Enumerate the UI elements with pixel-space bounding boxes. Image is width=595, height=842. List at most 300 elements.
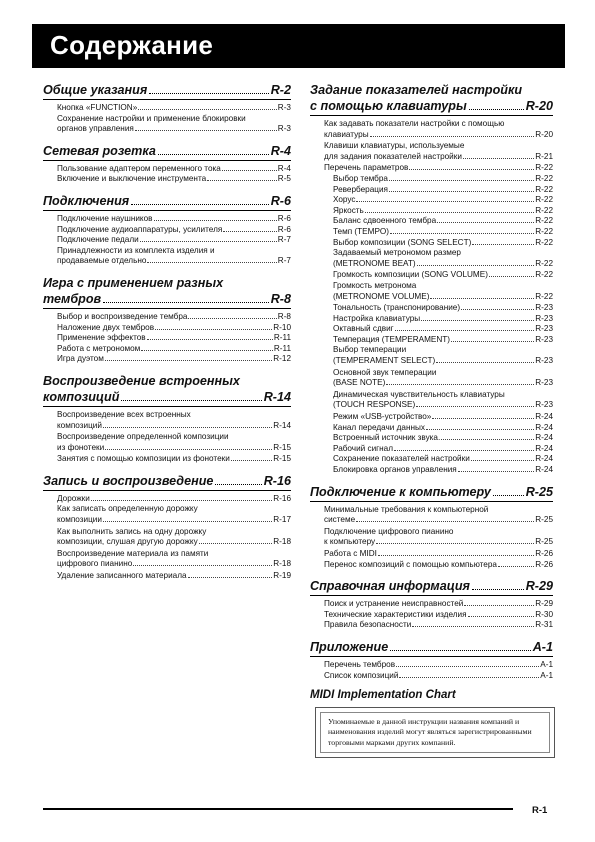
toc-entry-link[interactable] — [43, 432, 291, 453]
toc-entry-link[interactable] — [310, 527, 553, 548]
dot-leader — [432, 418, 534, 419]
section-heading-page: R-8 — [270, 291, 291, 306]
entry-line — [57, 225, 291, 236]
section-heading-line — [43, 473, 291, 489]
dot-leader — [441, 439, 534, 440]
dot-leader — [463, 158, 534, 159]
dot-leader — [199, 543, 273, 544]
entry-page: R-22 — [535, 163, 553, 173]
toc-subentry-link[interactable] — [310, 368, 553, 389]
entry-line — [324, 599, 553, 610]
entry-line — [57, 256, 291, 267]
entry-text: Блокировка органов управления — [333, 465, 457, 474]
entry-page: R-21 — [535, 151, 553, 161]
toc-subentry-link[interactable] — [310, 390, 553, 411]
entry-line — [333, 412, 553, 423]
toc-subentry-link[interactable] — [310, 303, 553, 314]
entry-text: Список композиций — [324, 670, 399, 680]
entry-text: Включение и выключение инструмента — [57, 174, 207, 184]
entry-line — [57, 527, 291, 538]
entry-line — [324, 549, 553, 560]
toc-section — [310, 82, 553, 476]
entry-text: композиции — [57, 515, 102, 525]
entry-text: Игра дуэтом — [57, 354, 104, 364]
section-heading-link[interactable] — [43, 275, 291, 309]
entry-page: R-22 — [535, 291, 553, 301]
entry-page: R-22 — [535, 226, 553, 236]
entry-line — [57, 443, 291, 454]
entry-page: R-15 — [273, 442, 291, 452]
toc-right-column — [310, 82, 553, 758]
entry-page: R-23 — [535, 313, 553, 323]
entry-page: R-22 — [535, 173, 553, 183]
toc-entry-link[interactable] — [43, 246, 291, 267]
toc-entry-link[interactable] — [43, 571, 291, 582]
toc-entry-link[interactable] — [310, 599, 553, 610]
toc-subentry-link[interactable] — [310, 174, 553, 185]
entry-line — [324, 515, 553, 526]
entry-line — [333, 195, 553, 206]
entry-page: R-8 — [277, 311, 291, 321]
section-heading-line — [310, 484, 553, 500]
entry-page: R-6 — [277, 224, 291, 234]
section-heading-line — [310, 82, 553, 98]
entry-text: Принадлежности из комплекта изделия и — [57, 245, 215, 255]
entry-text: Громкость композиции (SONG VOLUME) — [333, 270, 488, 280]
section-heading-link[interactable] — [310, 639, 553, 657]
entry-line — [57, 164, 291, 175]
toc-entry-link[interactable] — [43, 527, 291, 548]
toc-entry-link[interactable] — [43, 323, 291, 334]
section-heading-line — [310, 578, 553, 594]
dot-leader — [489, 276, 534, 277]
toc-entry-link[interactable] — [310, 671, 553, 682]
entry-line — [333, 227, 553, 238]
dot-leader — [370, 136, 535, 137]
entry-line — [324, 671, 553, 682]
section-heading-text: Запись и воспроизведение — [43, 473, 214, 488]
entry-line — [333, 270, 553, 281]
entry-text: Поиск и устранение неисправностей — [324, 599, 464, 609]
dot-leader — [105, 360, 272, 361]
toc-subentry-link[interactable] — [310, 238, 553, 249]
section-heading-line — [43, 193, 291, 209]
entry-page: R-22 — [535, 205, 553, 215]
entry-text: органов управления — [57, 124, 134, 134]
toc-subentry-link[interactable] — [310, 281, 553, 302]
entry-text: Выбор композиции (SONG SELECT) — [333, 237, 472, 247]
section-heading-link[interactable] — [310, 82, 553, 116]
section-heading-line — [43, 143, 291, 159]
entry-line — [324, 130, 553, 141]
entry-line — [57, 124, 291, 135]
entry-line — [324, 537, 553, 548]
section-heading-page: R-25 — [525, 484, 553, 499]
entry-page: R-22 — [535, 270, 553, 280]
entry-page: R-7 — [277, 256, 291, 266]
dot-leader — [91, 500, 272, 501]
toc-subentry-link[interactable] — [310, 185, 553, 196]
entry-text: Режим «USB-устройство» — [333, 412, 432, 422]
toc-entry-link[interactable] — [310, 620, 553, 631]
entry-text: Как записать определенную дорожку — [57, 504, 198, 514]
entry-line — [333, 378, 553, 389]
entry-page: R-23 — [535, 356, 553, 366]
entry-line — [57, 344, 291, 355]
toc-subentry-link[interactable] — [310, 433, 553, 444]
dot-leader — [378, 555, 534, 556]
entry-text: Сохранение настройки и применение блокировки — [57, 113, 246, 123]
entry-page: A-1 — [540, 670, 553, 680]
toc-entry-link[interactable] — [43, 454, 291, 465]
toc-subentry-link[interactable] — [310, 314, 553, 325]
section-heading-link[interactable] — [43, 143, 291, 161]
entry-line — [57, 333, 291, 344]
section-heading-page: R-6 — [270, 193, 291, 208]
toc-subentry-link[interactable] — [310, 345, 553, 366]
dot-leader — [188, 577, 273, 578]
dot-leader — [141, 350, 273, 351]
entry-line — [57, 214, 291, 225]
section-heading-page: R-29 — [525, 579, 553, 594]
dot-leader — [395, 330, 535, 331]
dot-leader — [412, 626, 534, 627]
entry-line — [57, 454, 291, 465]
entry-text: Канал передачи данных — [333, 422, 425, 432]
dot-leader — [437, 222, 534, 223]
toc-entry-link[interactable] — [310, 163, 553, 174]
section-heading-link[interactable] — [310, 578, 553, 596]
toc-subentry-link[interactable] — [310, 335, 553, 346]
dot-leader — [461, 309, 534, 310]
entry-line — [57, 559, 291, 570]
entry-text: Выбор темперации — [333, 345, 407, 355]
trademark-note: Упоминаемые в данной инструкции названия компаний и наименования изделий могут являться зарегистрированными торговыми марками других компаний. — [320, 712, 550, 753]
entry-text: Как выполнить запись на одну дорожку — [57, 526, 207, 536]
entry-text: Выбор тембра — [333, 173, 388, 183]
entry-line — [57, 312, 291, 323]
entry-page: R-30 — [535, 609, 553, 619]
dot-leader — [188, 318, 276, 319]
entry-line — [333, 368, 553, 379]
dot-leader — [131, 204, 268, 205]
entry-text: Воспроизведение всех встроенных — [57, 409, 191, 419]
section-heading-line — [310, 639, 553, 655]
toc-entry-link[interactable] — [310, 610, 553, 621]
entry-page: R-31 — [535, 620, 553, 630]
entry-page: R-18 — [273, 559, 291, 569]
page-header — [32, 24, 565, 68]
entry-line — [333, 423, 553, 434]
entry-text: Баланс сдвоенного тембра — [333, 216, 437, 226]
toc-subentry-link[interactable] — [310, 227, 553, 238]
dot-leader — [154, 220, 277, 221]
entry-text: Пользование адаптером переменного тока — [57, 163, 221, 173]
entry-text: цифрового пианино — [57, 559, 133, 569]
dot-leader — [105, 449, 272, 450]
toc-entry-link[interactable] — [310, 549, 553, 560]
header-accent — [32, 24, 40, 68]
midi-chart-heading: MIDI Implementation Chart — [310, 689, 456, 702]
section-heading-text: Игра с применением разных — [43, 275, 224, 290]
dot-leader — [376, 543, 534, 544]
entry-text: Подключение педали — [57, 235, 139, 245]
section-heading-link[interactable] — [43, 193, 291, 211]
entry-text: Тональность (транспонирование) — [333, 303, 461, 313]
entry-page: R-14 — [273, 420, 291, 430]
toc-subentry-link[interactable] — [310, 324, 553, 335]
toc-subentry-link[interactable] — [310, 465, 553, 476]
entry-page: R-17 — [273, 515, 291, 525]
dot-leader — [158, 154, 269, 155]
entry-page: R-24 — [535, 433, 553, 443]
toc-entry-link[interactable] — [43, 225, 291, 236]
entry-line — [333, 259, 553, 270]
entry-page: R-23 — [535, 378, 553, 388]
entry-text: Удаление записанного материала — [57, 571, 187, 581]
entry-page: R-29 — [535, 599, 553, 609]
section-heading-text: Подключение к компьютеру — [310, 484, 491, 499]
section-heading-link[interactable] — [43, 473, 291, 491]
section-heading-page: A-1 — [532, 639, 553, 654]
entry-text: Кнопка «FUNCTION» — [57, 103, 138, 112]
entry-text: Громкость метронома — [333, 280, 417, 290]
entry-line — [333, 238, 553, 249]
toc-entry-link[interactable] — [43, 114, 291, 135]
entry-page: R-3 — [277, 103, 291, 112]
entry-line — [324, 560, 553, 571]
section-heading-text: Подключения — [43, 193, 130, 208]
entry-page: R-22 — [535, 195, 553, 205]
toc-entry-link[interactable] — [310, 660, 553, 671]
toc-subentry-link[interactable] — [310, 412, 553, 423]
dot-leader — [223, 231, 277, 232]
entry-text: Рабочий сигнал — [333, 443, 393, 453]
entry-text: Технические характеристики изделия — [324, 609, 467, 619]
dot-leader — [394, 450, 534, 451]
entry-page: R-25 — [535, 515, 553, 525]
entry-line — [57, 323, 291, 334]
entry-page: R-4 — [277, 163, 291, 173]
dot-leader — [390, 233, 534, 234]
dot-leader — [155, 329, 272, 330]
section-heading-link[interactable] — [310, 484, 553, 502]
toc-subentry-link[interactable] — [310, 216, 553, 227]
entry-line — [333, 433, 553, 444]
toc-entry-link[interactable] — [43, 494, 291, 505]
dot-leader — [436, 362, 534, 363]
toc-entry-link[interactable] — [43, 549, 291, 570]
toc-subentry-link[interactable] — [310, 423, 553, 434]
dot-leader — [207, 180, 277, 181]
entry-line — [57, 354, 291, 365]
entry-line — [333, 390, 553, 401]
entry-text: системе — [324, 515, 356, 525]
section-heading-line — [43, 275, 291, 291]
dot-leader — [472, 589, 524, 590]
dot-leader — [430, 298, 534, 299]
entry-line — [333, 444, 553, 455]
entry-text: Сохранение показателей настройки — [333, 454, 470, 464]
dot-leader — [231, 460, 272, 461]
entry-text: Правила безопасности — [324, 620, 412, 630]
toc-entry-link[interactable] — [310, 560, 553, 571]
entry-line — [333, 345, 553, 356]
entry-page: R-22 — [535, 216, 553, 226]
entry-text: Дорожки — [57, 493, 90, 503]
entry-text: Динамическая чувствительность клавиатуры — [333, 389, 505, 399]
entry-text: Применение эффектов — [57, 333, 146, 343]
entry-text: Минимальные требования к компьютерной — [324, 504, 489, 514]
entry-text: продаваемые отдельно — [57, 256, 147, 266]
dot-leader — [135, 130, 277, 131]
section-heading-text: Задание показателей настройки — [310, 83, 523, 97]
toc-entry-link[interactable] — [43, 214, 291, 225]
dot-leader — [458, 471, 535, 472]
footer-rule — [43, 808, 513, 810]
entry-line — [57, 246, 291, 257]
dot-leader — [103, 427, 272, 428]
dot-leader — [103, 521, 272, 522]
entry-page: R-23 — [535, 334, 553, 344]
entry-text: Темп (TEMPO) — [333, 226, 389, 236]
section-heading-link[interactable] — [43, 373, 291, 407]
entry-text: Основной звук темперации — [333, 367, 437, 377]
toc-subentry-link[interactable] — [310, 270, 553, 281]
entry-line — [57, 432, 291, 443]
toc-entry-link[interactable] — [43, 103, 291, 114]
entry-line — [324, 152, 553, 163]
entry-page: R-24 — [535, 412, 553, 422]
entry-text: Наложение двух тембров — [57, 322, 155, 332]
entry-line — [324, 119, 553, 130]
toc-section — [310, 639, 553, 681]
toc-entry-link[interactable] — [43, 410, 291, 431]
dot-leader — [147, 339, 273, 340]
toc-section — [43, 275, 291, 365]
section-heading-text: Воспроизведение встроенных — [43, 373, 240, 388]
entry-page: R-23 — [535, 303, 553, 313]
entry-line — [333, 400, 553, 411]
toc-section — [43, 473, 291, 582]
entry-page: R-23 — [535, 400, 553, 410]
dot-leader — [215, 484, 261, 485]
entry-line — [333, 206, 553, 217]
toc-entry-link[interactable] — [43, 164, 291, 175]
dot-leader — [149, 93, 268, 94]
page-title: Содержание — [50, 30, 214, 60]
toc-section — [43, 373, 291, 465]
dot-leader — [396, 666, 539, 667]
toc-entry-link[interactable] — [43, 354, 291, 365]
entry-line — [57, 537, 291, 548]
section-heading-link[interactable] — [43, 82, 291, 100]
entry-line — [333, 356, 553, 367]
toc-entry-link[interactable] — [43, 344, 291, 355]
toc-entry-link[interactable] — [43, 235, 291, 246]
entry-text: (BASE NOTE) — [333, 378, 386, 388]
entry-line — [57, 549, 291, 560]
entry-page: R-5 — [277, 174, 291, 184]
dot-leader — [468, 616, 535, 617]
dot-leader — [451, 341, 534, 342]
entry-text: Работа с метрономом — [57, 343, 141, 353]
entry-text: Хорус — [333, 195, 356, 205]
entry-text: Занятия с помощью композиции из фонотеки — [57, 454, 230, 464]
entry-page: R-16 — [273, 493, 291, 503]
entry-line — [333, 465, 553, 476]
toc-entry-link[interactable] — [43, 174, 291, 185]
entry-text: Яркость — [333, 205, 364, 215]
section-heading-page: R-14 — [263, 389, 291, 404]
toc-section — [43, 193, 291, 267]
section-heading-text: Приложение — [310, 639, 389, 654]
toc-entry-link[interactable] — [310, 119, 553, 140]
section-heading-line — [43, 389, 291, 405]
toc-entry-link[interactable] — [310, 505, 553, 526]
toc-entry-link[interactable] — [43, 504, 291, 525]
section-heading-line — [43, 373, 291, 389]
dot-leader — [389, 191, 534, 192]
section-heading-page: R-2 — [270, 83, 291, 97]
toc-left-column — [43, 82, 291, 590]
entry-line — [333, 185, 553, 196]
dot-leader — [416, 406, 534, 407]
entry-text: Задаваемый метрономом размер — [333, 248, 461, 258]
toc-entry-link[interactable] — [310, 141, 553, 162]
dot-leader — [493, 495, 524, 496]
entry-line — [57, 235, 291, 246]
section-heading-page: R-20 — [525, 99, 553, 113]
toc-entry-link[interactable] — [43, 333, 291, 344]
entry-page: R-23 — [535, 324, 553, 334]
entry-line — [324, 505, 553, 516]
entry-text: Клавиши клавиатуры, используемые — [324, 141, 465, 151]
toc-subentry-link[interactable] — [310, 454, 553, 465]
toc-subentry-link[interactable] — [310, 206, 553, 217]
dot-leader — [356, 201, 534, 202]
dot-leader — [399, 677, 539, 678]
toc-entry-link[interactable] — [43, 312, 291, 323]
entry-line — [324, 660, 553, 671]
entry-text: Подключение цифрового пианино — [324, 526, 454, 536]
entry-page: A-1 — [540, 659, 553, 669]
dot-leader — [421, 320, 534, 321]
dot-leader — [498, 566, 534, 567]
entry-page: R-26 — [535, 559, 553, 569]
entry-page: R-3 — [277, 124, 291, 134]
toc-subentry-link[interactable] — [310, 195, 553, 206]
entry-text: Настройка клавиатуры — [333, 313, 421, 323]
toc-subentry-link[interactable] — [310, 248, 553, 269]
dot-leader — [417, 265, 535, 266]
entry-text: из фонотеки — [57, 442, 105, 452]
entry-line — [333, 174, 553, 185]
toc-section — [310, 578, 553, 631]
section-heading-text: Справочная информация — [310, 579, 470, 594]
dot-leader — [386, 384, 534, 385]
trademark-note-box — [315, 707, 555, 758]
entry-text: (METRONOME BEAT) — [333, 258, 416, 268]
entry-page: R-22 — [535, 184, 553, 194]
entry-page: R-24 — [535, 454, 553, 464]
entry-page: R-22 — [535, 237, 553, 247]
toc-subentry-link[interactable] — [310, 444, 553, 455]
entry-text: композиции, слушая другую дорожку — [57, 537, 198, 547]
section-heading-page: R-4 — [270, 143, 291, 158]
entry-page: R-20 — [535, 129, 553, 139]
dot-leader — [365, 212, 534, 213]
